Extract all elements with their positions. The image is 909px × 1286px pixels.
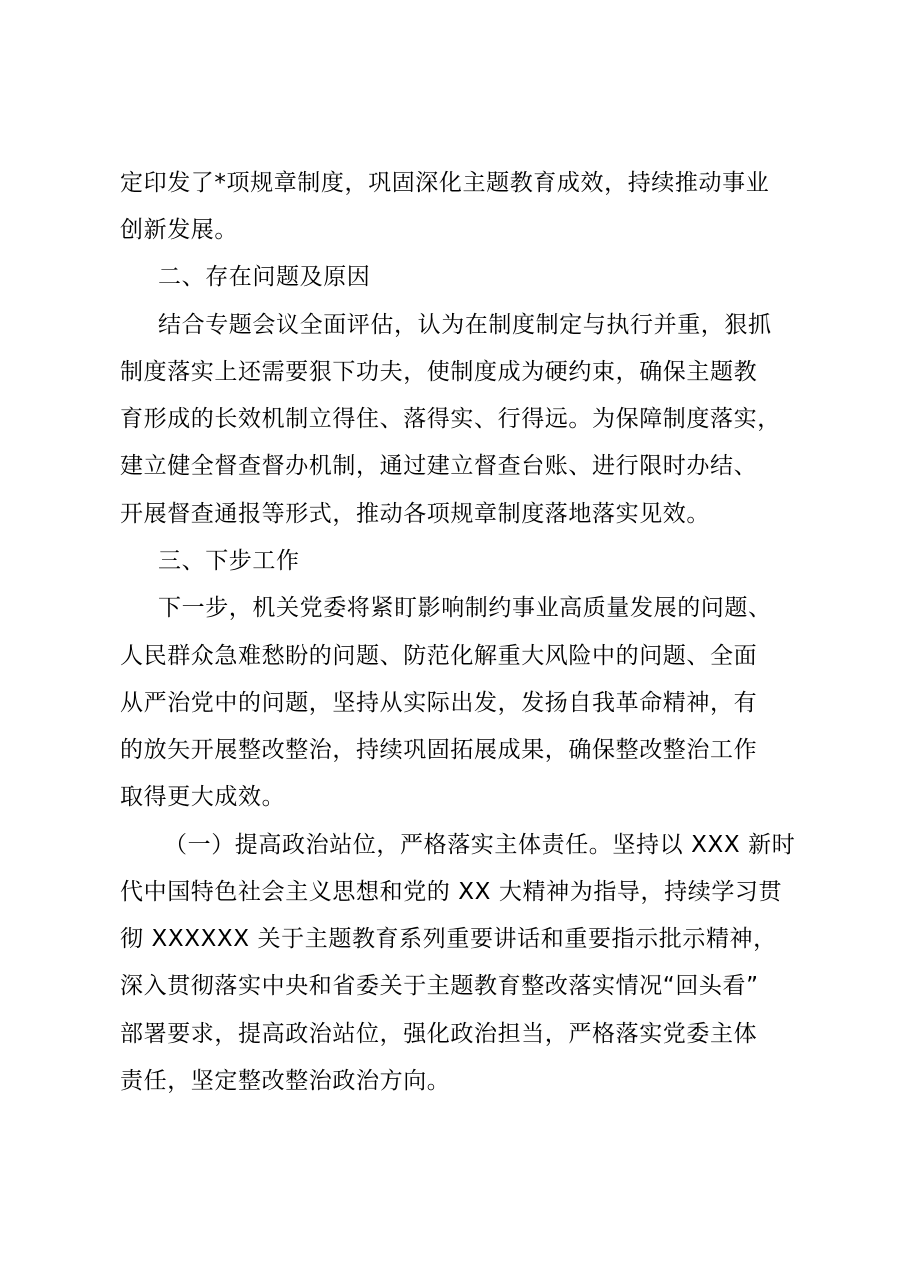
- paragraph-line: 部署要求，提高政治站位，强化政治担当，严格落实党委主体: [120, 1021, 758, 1047]
- paragraph-line: 责任，坚定整改整治政治方向。: [120, 1068, 451, 1094]
- paragraph-line: 取得更大成效。: [120, 784, 286, 810]
- paragraph-line: 创新发展。: [120, 217, 238, 243]
- paragraph-line: 结合专题会议全面评估，认为在制度制定与执行并重，狠抓: [158, 312, 772, 338]
- paragraph-line: 彻 XXXXXX 关于主题教育系列重要讲话和重要指示批示精神，: [120, 926, 777, 952]
- paragraph-line: 育形成的长效机制立得住、落得实、行得远。为保障制度落实，: [120, 406, 781, 432]
- paragraph-line: 建立健全督查督办机制，通过建立督查台账、进行限时办结、: [120, 453, 758, 479]
- paragraph-line: 下一步，机关党委将紧盯影响制约事业高质量发展的问题、: [158, 595, 772, 621]
- section-heading-next-steps: 三、下步工作: [158, 548, 300, 574]
- paragraph-line: 制度落实上还需要狠下功夫，使制度成为硬约束，确保主题教: [120, 359, 758, 385]
- subsection-paragraph-line: （一）提高政治站位，严格落实主体责任。坚持以 XXX 新时: [164, 832, 796, 858]
- paragraph-line: 的放矢开展整改整治，持续巩固拓展成果，确保整改整治工作: [120, 737, 758, 763]
- paragraph-line: 代中国特色社会主义思想和党的 XX 大精神为指导，持续学习贯: [120, 879, 783, 905]
- paragraph-line: 从严治党中的问题，坚持从实际出发，发扬自我革命精神，有: [120, 690, 758, 716]
- paragraph-line: 人民群众急难愁盼的问题、防范化解重大风险中的问题、全面: [120, 643, 758, 669]
- paragraph-line: 深入贯彻落实中央和省委关于主题教育整改落实情况“回头看”: [120, 973, 759, 999]
- section-heading-problems: 二、存在问题及原因: [158, 264, 371, 290]
- paragraph-line: 定印发了*项规章制度，巩固深化主题教育成效，持续推动事业: [120, 170, 770, 196]
- paragraph-line: 开展督查通报等形式，推动各项规章制度落地落实见效。: [120, 501, 710, 527]
